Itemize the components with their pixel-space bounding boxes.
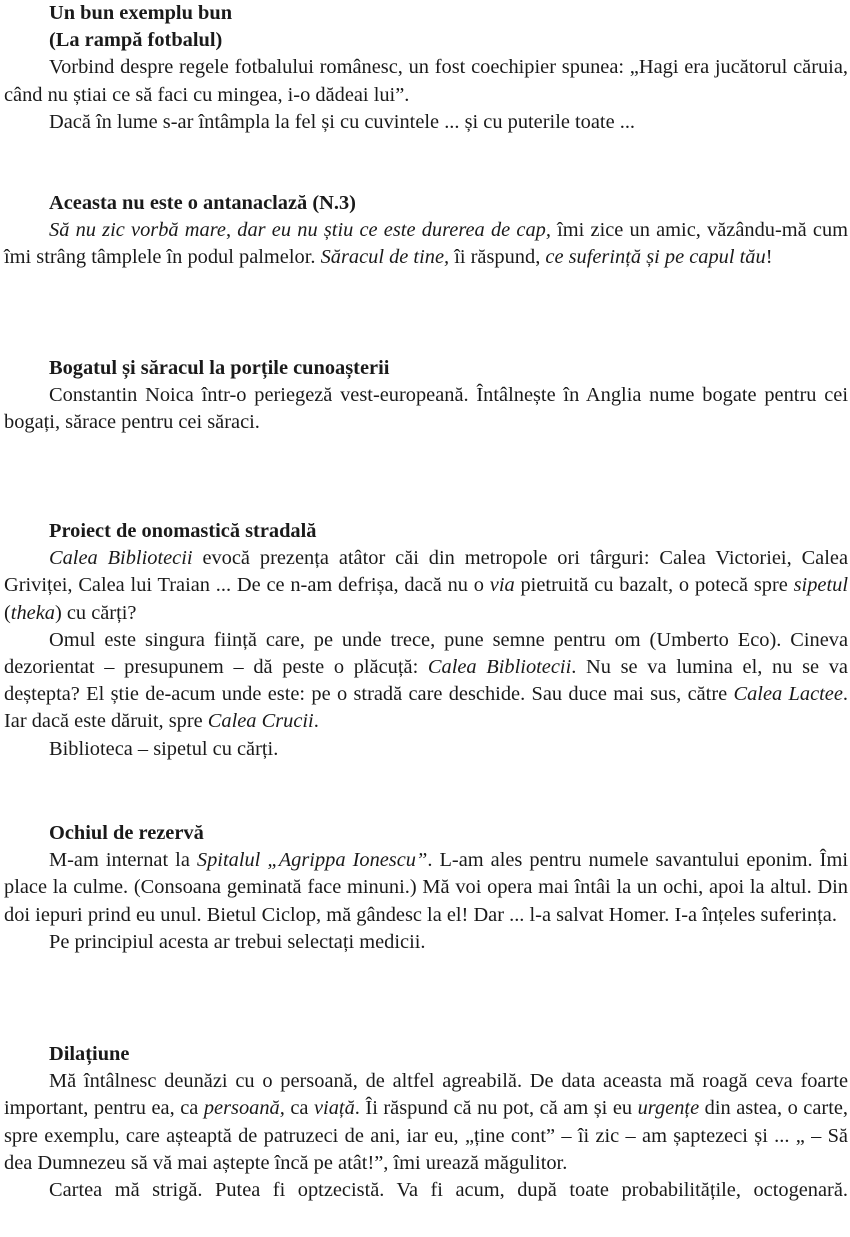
section-hagi <box>4 0 848 136</box>
text-run: Dacă în lume s-ar întâmpla la fel și cu cuvintele ... și cu puterile toate ... <box>49 110 636 133</box>
text-run: Mă întâlnesc deunăzi cu o persoană, de altfel agreabilă. De data aceasta mă roagă ceva foarte important, pentru ea, ca <box>4 1070 848 1120</box>
section-bogatul-saracul <box>4 355 848 437</box>
section-onomastica-stradala <box>4 518 848 763</box>
text-run: , <box>225 219 238 242</box>
text-run: îi răspund, <box>449 246 546 269</box>
paragraph <box>4 1177 848 1204</box>
italic-text: Calea Lactee <box>733 683 843 706</box>
text-run: evocă prezența atâtor căi din metropole ori târguri: Calea Victoriei, Calea Griviței, Calea lui Traian ... De ce n-am defrișa, dacă nu o <box>4 547 848 597</box>
paragraph <box>4 627 848 736</box>
text-run: Vorbind despre regele fotbalului românesc, un fost coechipier spunea: „Hagi era jucătorul căruia, când nu știai ce să faci cu mingea, i-o dădeai lui”. <box>4 56 848 106</box>
section-title: Dilațiune <box>49 1043 130 1065</box>
italic-text: Calea Bibliotecii <box>49 547 193 570</box>
italic-text: urgențe <box>637 1097 700 1120</box>
italic-text: Calea Bibliotecii <box>427 656 572 679</box>
text-run: . Nu se va lumina el, nu se va deștepta? El știe de-acum unde este: pe o stradă care deschide. Sau duce mai sus, către <box>4 656 848 706</box>
italic-text: ce suferință și pe capul tău <box>545 246 766 269</box>
section-title: Proiect de onomastică stradală <box>49 520 317 542</box>
text-run: . L-am ales pentru numele savantului eponim. Îmi place la culme. (Consoana geminată face minuni.) Mă voi opera mai întâi la un ochi, apoi la altul. Din doi iepuri prind eu unul. Bietul Ciclop, mă gândesc la el! Dar ... l-a salvat Homer. I-a înțeles suferința. <box>4 849 848 926</box>
section-title: (La rampă fotbalul) <box>49 29 223 52</box>
italic-text: Săracul de tine, <box>320 246 450 269</box>
text-run: Omul este singura ființă care, pe unde trece, pune semne pentru om (Umberto Eco). Cineva dezorientat – presupunem – dă peste o plăcuță: <box>4 628 848 679</box>
section-title: Aceasta nu este o antanaclază (N.3) <box>49 192 356 214</box>
italic-text: Să nu zic vorbă mare <box>49 219 226 242</box>
paragraph <box>4 736 848 763</box>
italic-text: Calea Crucii <box>207 710 314 733</box>
section-title: Un bun exemplu bun <box>49 2 233 24</box>
paragraph <box>4 217 848 271</box>
section-antanaclaza <box>4 190 848 272</box>
text-run: . <box>313 710 319 733</box>
text-run: Constantin Noica într-o periegeză vest-europeană. Întâlnește în Anglia nume bogate pentru cei bogați, sărace pentru cei săraci. <box>4 384 848 434</box>
text-run: pietruită cu bazalt, o potecă spre <box>514 574 794 597</box>
paragraph <box>4 545 848 627</box>
italic-text: theka <box>10 601 55 624</box>
italic-text: sipetul <box>793 574 848 597</box>
text-run: ( <box>4 601 11 624</box>
italic-text: dar eu nu știu ce este durerea de cap, <box>237 219 551 242</box>
italic-text: persoană, <box>203 1097 285 1120</box>
section-title: Ochiul de rezervă <box>49 822 204 844</box>
paragraph <box>4 382 848 436</box>
text-run: M-am internat la <box>49 849 197 872</box>
italic-text: Spitalul „Agrippa Ionescu” <box>196 849 428 872</box>
text-run: . Îi răspund că nu pot, că am și eu <box>354 1097 638 1120</box>
text-run: îmi zice un amic, văzându-mă cum îmi strâng tâmplele în podul palmelor. <box>4 219 849 269</box>
section-title: Bogatul și săracul la porțile cunoașterii <box>49 357 390 379</box>
italic-text: via <box>489 574 515 597</box>
text-run: ! <box>765 246 773 269</box>
section-ochiul-de-rezerva <box>4 820 848 956</box>
paragraph <box>4 929 848 956</box>
paragraph <box>4 54 848 108</box>
text-run: ) cu cărți? <box>54 601 137 624</box>
paragraph <box>4 109 848 136</box>
paragraph <box>4 1068 848 1177</box>
paragraph <box>4 847 848 929</box>
text-run: din astea, o carte, spre exemplu, care așteaptă de patruzeci de ani, iar eu, „ține cont” – îi zic – am șaptezeci și ... „ – Să dea Dumnezeu să vă mai aștepte încă pe atât!”, îmi urează măgulitor. <box>4 1097 849 1174</box>
text-run: Pe principiul acesta ar trebui selectați medicii. <box>49 930 426 953</box>
section-dilatiune <box>4 1041 848 1204</box>
text-run: ca <box>284 1097 314 1120</box>
text-run: Cartea mă strigă. Putea fi optzecistă. Va fi acum, după toate probabilitățile, octogenară. <box>49 1179 848 1202</box>
text-run: . Iar dacă este dăruit, spre <box>4 683 849 733</box>
italic-text: viață <box>314 1097 355 1120</box>
text-run: Biblioteca – sipetul cu cărți. <box>49 737 279 760</box>
